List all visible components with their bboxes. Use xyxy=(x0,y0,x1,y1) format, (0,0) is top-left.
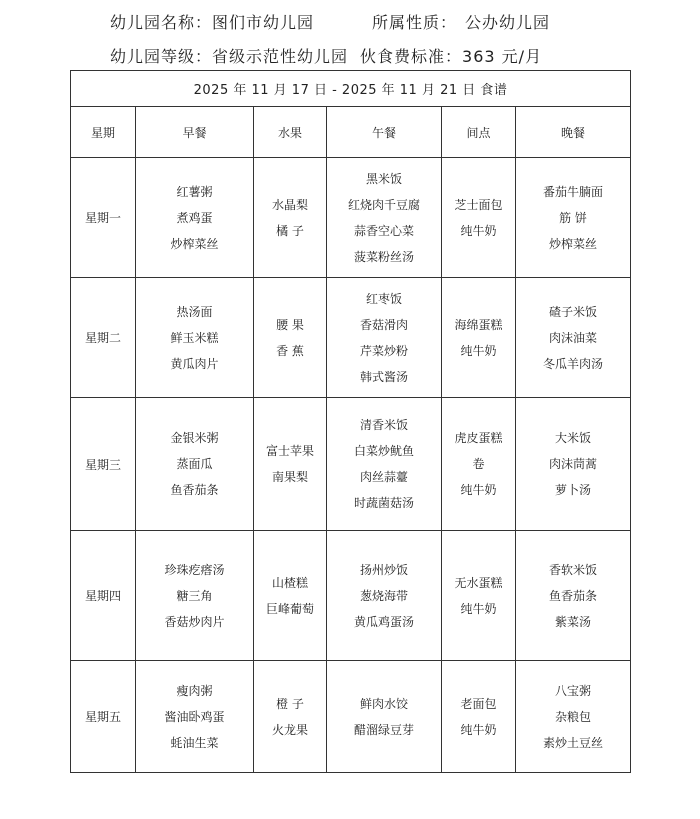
fruit-cell xyxy=(254,278,327,398)
lunch-cell xyxy=(327,398,442,531)
dish-item: 炒榨菜丝 xyxy=(170,236,219,251)
fruit-cell xyxy=(254,158,327,278)
menu-day-row xyxy=(71,398,631,531)
lunch-cell xyxy=(327,278,442,398)
snack-cell xyxy=(442,531,516,661)
lunch-cell xyxy=(327,158,442,278)
dish-item: 水晶梨 xyxy=(271,197,308,212)
snack-cell xyxy=(442,158,516,278)
dinner-cell xyxy=(516,661,631,773)
breakfast-cell xyxy=(136,661,254,773)
dish-item: 金银米粥 xyxy=(170,431,219,445)
dish-item: 香软米饭 xyxy=(549,562,598,577)
meal-fee-value: 363 元/月 xyxy=(462,47,543,66)
dish-item: 红枣饭 xyxy=(365,291,402,306)
dish-item: 蚝油生菜 xyxy=(170,735,219,750)
dinner-cell xyxy=(516,531,631,661)
dish-item: 无水蛋糕 xyxy=(454,575,503,590)
dinner-cell xyxy=(516,278,631,398)
lunch-cell xyxy=(327,531,442,661)
menu-day-row xyxy=(71,158,631,278)
dish-item: 南果梨 xyxy=(271,470,308,484)
dish-item: 萝卜汤 xyxy=(555,483,592,497)
dish-item: 芝士面包 xyxy=(454,197,503,212)
col-header-breakfast: 早餐 xyxy=(136,107,254,158)
day-cell: 星期三 xyxy=(71,398,136,531)
dish-item: 黄瓜肉片 xyxy=(170,356,219,371)
dish-item: 热汤面 xyxy=(176,304,213,319)
weekly-menu-table xyxy=(70,70,631,773)
dinner-cell xyxy=(516,158,631,278)
day-cell: 星期四 xyxy=(71,531,136,661)
breakfast-cell xyxy=(136,158,254,278)
dish-item: 芹菜炒粉 xyxy=(359,343,408,358)
dish-item: 纯牛奶 xyxy=(460,223,497,238)
dish-item: 醋溜绿豆芽 xyxy=(353,722,414,737)
dish-item: 腰 果 xyxy=(276,317,304,332)
dish-item: 虎皮蛋糕 xyxy=(454,431,503,445)
dish-item: 韩式酱汤 xyxy=(359,369,408,384)
dish-item: 肉沫茼蒿 xyxy=(549,457,598,471)
fruit-cell xyxy=(254,531,327,661)
dish-item: 香菇滑肉 xyxy=(359,317,408,332)
snack-cell xyxy=(442,278,516,398)
dish-item: 白菜炒鱿鱼 xyxy=(353,444,414,458)
header-line-2 xyxy=(110,44,542,67)
dish-item: 海绵蛋糕 xyxy=(454,317,503,332)
dish-item: 鲜肉水饺 xyxy=(359,696,408,711)
dish-item: 巨峰葡萄 xyxy=(265,601,314,616)
breakfast-cell xyxy=(136,278,254,398)
dish-item: 蒸面瓜 xyxy=(176,457,213,471)
kindergarten-name-value: 图们市幼儿园 xyxy=(212,13,315,32)
dish-item: 山楂糕 xyxy=(271,575,308,590)
dish-item: 纯牛奶 xyxy=(460,483,497,497)
dish-item: 肉沫油菜 xyxy=(549,330,598,345)
fruit-cell xyxy=(254,661,327,773)
kindergarten-name-label: 幼儿园名称： xyxy=(110,13,213,32)
dish-item: 酱油卧鸡蛋 xyxy=(164,709,225,724)
dish-item: 清香米饭 xyxy=(359,418,408,432)
menu-day-row xyxy=(71,531,631,661)
kindergarten-level-label: 幼儿园等级： xyxy=(110,47,213,66)
menu-date-title: 2025 年 11 月 17 日 - 2025 年 11 月 21 日 食谱 xyxy=(71,71,631,107)
dish-item: 火龙果 xyxy=(271,722,308,737)
meal-fee-label: 伙食费标准： xyxy=(360,47,463,66)
dish-item: 红烧肉千豆腐 xyxy=(347,197,420,212)
ownership-label: 所属性质： xyxy=(372,13,458,32)
dish-item: 橙 子 xyxy=(276,696,304,711)
dish-item: 纯牛奶 xyxy=(460,343,497,358)
day-cell: 星期五 xyxy=(71,661,136,773)
fruit-cell xyxy=(254,398,327,531)
dish-item: 炒榨菜丝 xyxy=(549,236,598,251)
snack-cell xyxy=(442,398,516,531)
dish-item: 蒜香空心菜 xyxy=(353,223,414,238)
col-header-day: 星期 xyxy=(71,107,136,158)
dish-item: 黄瓜鸡蛋汤 xyxy=(353,614,414,629)
ownership-value: 公办幼儿园 xyxy=(465,13,551,32)
col-header-lunch: 午餐 xyxy=(327,107,442,158)
dish-item: 橘 子 xyxy=(276,223,304,238)
breakfast-cell xyxy=(136,398,254,531)
dish-item: 鱼香茄条 xyxy=(170,483,219,497)
dish-item: 紫菜汤 xyxy=(555,614,592,629)
dish-item: 八宝粥 xyxy=(555,683,592,698)
dish-item: 鱼香茄条 xyxy=(549,588,598,603)
dish-item: 香菇炒肉片 xyxy=(164,614,225,629)
menu-day-row xyxy=(71,278,631,398)
menu-day-row xyxy=(71,661,631,773)
col-header-snack: 间点 xyxy=(442,107,516,158)
snack-cell xyxy=(442,661,516,773)
dish-item: 肉丝蒜薹 xyxy=(359,470,408,484)
dish-item: 筋 饼 xyxy=(559,210,587,225)
column-header-row xyxy=(71,107,631,158)
dish-item: 葱烧海带 xyxy=(359,588,408,603)
day-cell: 星期一 xyxy=(71,158,136,278)
dish-item: 卷 xyxy=(472,457,485,471)
dish-item: 杂粮包 xyxy=(555,709,592,724)
dish-item: 香 蕉 xyxy=(276,343,304,358)
dish-item: 素炒土豆丝 xyxy=(543,735,604,750)
header-line-1 xyxy=(110,10,550,33)
dish-item: 扬州炒饭 xyxy=(359,562,408,577)
dish-item: 鲜玉米糕 xyxy=(170,330,219,345)
dish-item: 老面包 xyxy=(460,696,497,711)
dish-item: 纯牛奶 xyxy=(460,601,497,616)
dish-item: 黑米饭 xyxy=(365,171,402,186)
dish-item: 大米饭 xyxy=(555,431,592,445)
dish-item: 珍珠疙瘩汤 xyxy=(164,562,225,577)
dish-item: 富士苹果 xyxy=(265,444,314,458)
dish-item: 番茄牛腩面 xyxy=(543,184,604,199)
dish-item: 糖三角 xyxy=(176,588,213,603)
dish-item: 煮鸡蛋 xyxy=(176,210,213,225)
dish-item: 碴子米饭 xyxy=(549,304,598,319)
kindergarten-level-value: 省级示范性幼儿园 xyxy=(212,47,349,66)
menu-title-row xyxy=(71,71,631,107)
dish-item: 菠菜粉丝汤 xyxy=(353,249,414,264)
lunch-cell xyxy=(327,661,442,773)
col-header-dinner: 晚餐 xyxy=(516,107,631,158)
dish-item: 纯牛奶 xyxy=(460,722,497,737)
dish-item: 瘦肉粥 xyxy=(176,683,213,698)
breakfast-cell xyxy=(136,531,254,661)
day-cell: 星期二 xyxy=(71,278,136,398)
dish-item: 红薯粥 xyxy=(176,184,213,199)
dinner-cell xyxy=(516,398,631,531)
col-header-fruit: 水果 xyxy=(254,107,327,158)
dish-item: 冬瓜羊肉汤 xyxy=(543,356,604,371)
dish-item: 时蔬菌菇汤 xyxy=(353,496,414,510)
